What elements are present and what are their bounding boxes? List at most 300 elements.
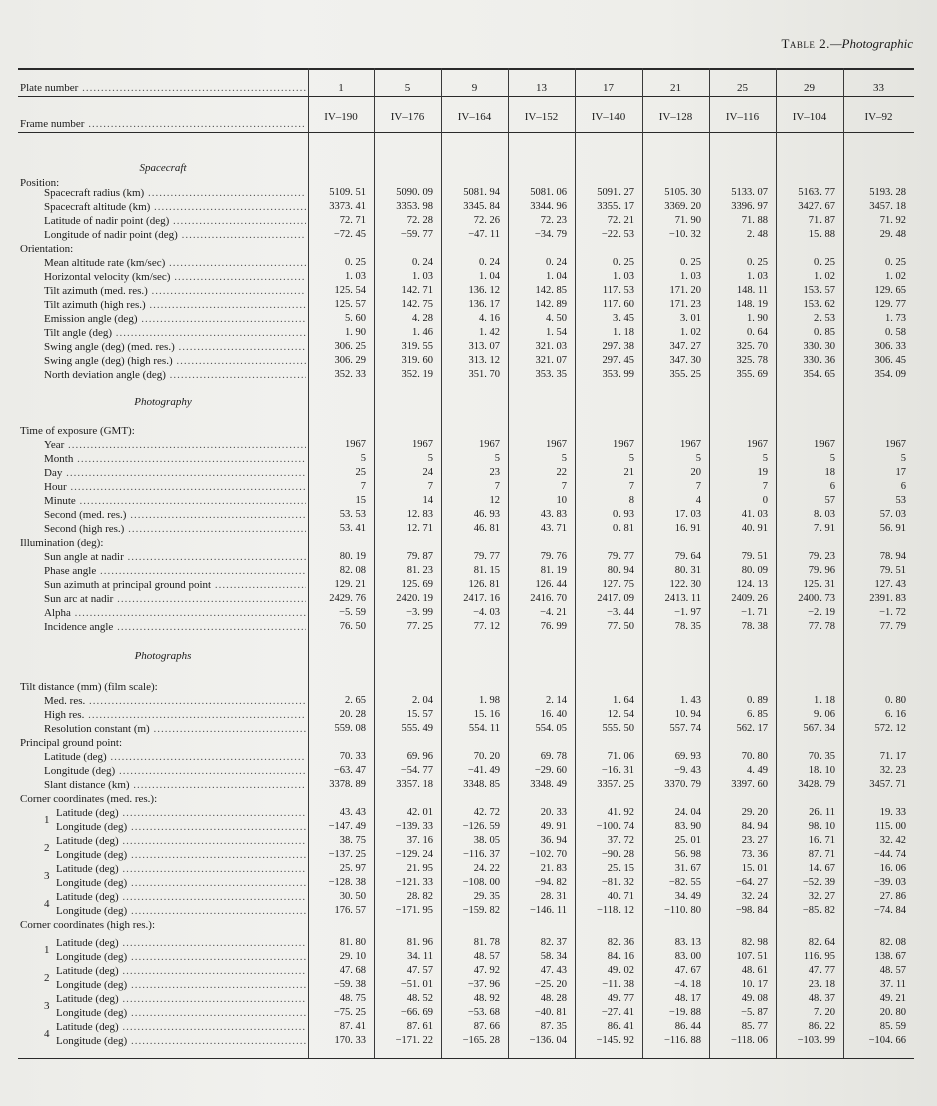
corner-index: 3 (44, 870, 50, 882)
table-cell: 0. 81 (613, 523, 634, 534)
table-cell: −51. 01 (400, 979, 433, 990)
table-cell: −118. 12 (596, 905, 634, 916)
table-cell: 3357. 18 (396, 779, 433, 790)
table-cell: 136. 17 (468, 299, 500, 310)
table-cell: 0. 93 (613, 509, 634, 520)
table-cell: 4. 49 (747, 765, 768, 776)
group-heading: Position: (20, 177, 60, 189)
table-cell: −3. 44 (607, 607, 634, 618)
table-cell: 78. 38 (741, 621, 768, 632)
table-cell: 0 (762, 495, 768, 506)
row-label: Sun angle at nadir ..... (44, 550, 306, 564)
table-cell: 355. 69 (736, 369, 768, 380)
table-cell: −139. 33 (395, 821, 433, 832)
table-cell: 24 (422, 467, 433, 478)
table-cell: 82. 64 (808, 937, 835, 948)
table-cell: −5. 59 (339, 607, 366, 618)
table-cell: 325. 78 (736, 355, 768, 366)
table-cell: −59. 38 (333, 979, 366, 990)
plate-number-cell: 13 (536, 82, 547, 94)
corner-index: 4 (44, 1028, 50, 1040)
table-cell: 125. 31 (803, 579, 835, 590)
row-label: Spacecraft altitude (km) ..... (44, 200, 306, 214)
corner-index: 1 (44, 814, 50, 826)
table-cell: 79. 96 (808, 565, 835, 576)
table-cell: 12. 54 (607, 709, 634, 720)
table-cell: 0. 25 (345, 257, 366, 268)
table-cell: 5081. 94 (463, 187, 500, 198)
table-cell: 1. 03 (747, 271, 768, 282)
table-cell: 42. 01 (406, 807, 433, 818)
table-cell: 142. 75 (401, 299, 433, 310)
row-label: Swing angle (deg) (high res.) ..... (44, 354, 306, 368)
table-cell: 37. 72 (607, 835, 634, 846)
table-cell: −52. 39 (802, 877, 835, 888)
plate-number-header: Plate number ..... (20, 81, 306, 95)
table-cell: 306. 45 (874, 355, 906, 366)
table-cell: 48. 52 (406, 993, 433, 1004)
table-cell: 2417. 09 (597, 593, 634, 604)
table-cell: 29. 20 (741, 807, 768, 818)
table-cell: 46. 93 (473, 509, 500, 520)
table-cell: 18. 10 (808, 765, 835, 776)
plate-number-cell: 21 (670, 82, 681, 94)
section-heading: Spacecraft (139, 162, 187, 174)
table-cell: 15. 88 (808, 229, 835, 240)
table-cell: −100. 74 (596, 821, 634, 832)
photographic-data-table (18, 62, 914, 1060)
table-cell: 7 (494, 481, 500, 492)
table-cell: 79. 77 (607, 551, 634, 562)
table-cell: 77. 50 (607, 621, 634, 632)
row-label: Sun arc at nadir ..... (44, 592, 306, 606)
table-cell: −4. 03 (473, 607, 500, 618)
frame-number-cell: IV–152 (524, 111, 559, 123)
table-cell: 77. 78 (808, 621, 835, 632)
table-cell: −53. 68 (467, 1007, 500, 1018)
table-caption-title: —Photographic (829, 36, 913, 51)
table-cell: 7 (762, 481, 768, 492)
table-cell: −1. 72 (879, 607, 906, 618)
table-cell: 56. 98 (674, 849, 701, 860)
table-cell: 79. 77 (473, 551, 500, 562)
row-label: Longitude (deg) ..... (56, 1034, 306, 1048)
table-cell: 82. 37 (540, 937, 567, 948)
table-cell: 127. 75 (602, 579, 634, 590)
table-cell: −39. 03 (873, 877, 906, 888)
table-cell: 23. 27 (741, 835, 768, 846)
table-cell: 6 (829, 481, 835, 492)
table-cell: −108. 00 (462, 877, 500, 888)
row-label: Longitude (deg) ..... (56, 820, 306, 834)
table-cell: −27. 41 (601, 1007, 634, 1018)
table-cell: 1967 (546, 439, 567, 450)
table-cell: 1. 02 (885, 271, 906, 282)
table-cell: −29. 60 (534, 765, 567, 776)
table-cell: 20 (690, 467, 701, 478)
table-cell: 7. 20 (814, 1007, 835, 1018)
table-cell: 4. 50 (546, 313, 567, 324)
table-cell: −104. 66 (868, 1035, 906, 1046)
row-label: Year ..... (44, 438, 306, 452)
table-cell: 12. 83 (406, 509, 433, 520)
row-label: Slant distance (km) ..... (44, 778, 306, 792)
plate-number-cell: 5 (404, 82, 411, 94)
table-cell: 49. 02 (607, 965, 634, 976)
table-cell: −25. 20 (534, 979, 567, 990)
table-cell: 57. 03 (879, 509, 906, 520)
table-cell: 71. 17 (879, 751, 906, 762)
table-cell: 129. 77 (874, 299, 906, 310)
section-heading: Photographs (134, 650, 192, 662)
row-label: Med. res. ..... (44, 694, 306, 708)
table-cell: −2. 19 (808, 607, 835, 618)
table-cell: 3378. 89 (329, 779, 366, 790)
table-cell: 176. 57 (334, 905, 366, 916)
table-cell: 5 (628, 453, 634, 464)
table-cell: −116. 88 (663, 1035, 701, 1046)
row-label: Second (med. res.) ..... (44, 508, 306, 522)
table-cell: 41. 92 (607, 807, 634, 818)
table-cell: 21. 95 (406, 863, 433, 874)
table-cell: 554. 05 (535, 723, 567, 734)
table-cell: −103. 99 (797, 1035, 835, 1046)
table-cell: 77. 25 (406, 621, 433, 632)
table-cell: 0. 24 (546, 257, 567, 268)
table-cell: 82. 08 (339, 565, 366, 576)
table-cell: 78. 94 (879, 551, 906, 562)
row-label: Incidence angle ..... (44, 620, 306, 634)
row-label: Resolution constant (m) ..... (44, 722, 306, 736)
table-cell: 6 (900, 481, 906, 492)
table-cell: −102. 70 (529, 849, 567, 860)
table-cell: 306. 25 (334, 341, 366, 352)
section-heading: Photography (134, 396, 192, 408)
table-cell: 32. 42 (879, 835, 906, 846)
row-label: Hour ..... (44, 480, 306, 494)
table-cell: −146. 11 (529, 905, 567, 916)
table-cell: 48. 57 (473, 951, 500, 962)
table-cell: 79. 64 (674, 551, 701, 562)
table-cell: 48. 75 (339, 993, 366, 1004)
table-cell: 80. 94 (607, 565, 634, 576)
row-label: Longitude (deg) ..... (56, 1006, 306, 1020)
row-label: Latitude (deg) ..... (56, 992, 306, 1006)
table-cell: 5 (695, 453, 701, 464)
group-heading: Time of exposure (GMT): (20, 425, 135, 437)
table-cell: −5. 87 (741, 1007, 768, 1018)
corner-index: 4 (44, 898, 50, 910)
table-cell: −159. 82 (462, 905, 500, 916)
table-cell: 2416. 70 (530, 593, 567, 604)
table-cell: −4. 21 (540, 607, 567, 618)
table-cell: −72. 45 (333, 229, 366, 240)
table-cell: 70. 80 (741, 751, 768, 762)
table-cell: 107. 51 (736, 951, 768, 962)
table-cell: 127. 43 (874, 579, 906, 590)
table-cell: 0. 80 (885, 695, 906, 706)
group-heading: Principal ground point: (20, 737, 123, 749)
table-cell: 319. 55 (401, 341, 433, 352)
table-cell: 572. 12 (874, 723, 906, 734)
table-cell: 2429. 76 (329, 593, 366, 604)
table-cell: 554. 11 (468, 723, 500, 734)
table-cell: 80. 31 (674, 565, 701, 576)
table-top-rule (18, 68, 914, 70)
table-cell: 43. 83 (540, 509, 567, 520)
table-cell: 117. 53 (602, 285, 634, 296)
row-label: Month ..... (44, 452, 306, 466)
table-cell: 1. 54 (546, 327, 567, 338)
plate-number-cell: 17 (603, 82, 614, 94)
table-cell: −54. 77 (400, 765, 433, 776)
row-label: Longitude (deg) ..... (44, 764, 306, 778)
table-cell: 15. 57 (406, 709, 433, 720)
table-cell: 20. 80 (879, 1007, 906, 1018)
table-cell: 1. 03 (680, 271, 701, 282)
table-cell: 125. 54 (334, 285, 366, 296)
table-cell: 16. 71 (808, 835, 835, 846)
frame-number-cell: IV–128 (658, 111, 693, 123)
table-cell: 78. 35 (674, 621, 701, 632)
table-cell: 79. 76 (540, 551, 567, 562)
table-cell: −145. 92 (596, 1035, 634, 1046)
table-cell: 2413. 11 (664, 593, 701, 604)
table-cell: 72. 71 (339, 215, 366, 226)
table-cell: 5105. 30 (664, 187, 701, 198)
table-cell: 48. 92 (473, 993, 500, 1004)
row-label: Longitude (deg) ..... (56, 950, 306, 964)
table-cell: 142. 85 (535, 285, 567, 296)
table-cell: 1. 18 (814, 695, 835, 706)
table-cell: 32. 23 (879, 765, 906, 776)
table-cell: 14. 67 (808, 863, 835, 874)
table-cell: 2417. 16 (463, 593, 500, 604)
table-cell: 1. 04 (479, 271, 500, 282)
table-cell: 1967 (814, 439, 835, 450)
table-cell: 2391. 83 (869, 593, 906, 604)
row-label: Longitude of nadir point (deg) ..... (44, 228, 306, 242)
table-cell: 126. 44 (535, 579, 567, 590)
table-cell: 559. 08 (334, 723, 366, 734)
table-cell: 10. 94 (674, 709, 701, 720)
row-label: Tilt azimuth (med. res.) ..... (44, 284, 306, 298)
table-cell: 138. 67 (874, 951, 906, 962)
table-cell: −66. 69 (400, 1007, 433, 1018)
table-cell: 6. 16 (885, 709, 906, 720)
table-cell: 5109. 51 (329, 187, 366, 198)
table-cell: 562. 17 (736, 723, 768, 734)
row-label: Latitude (deg) ..... (56, 1020, 306, 1034)
table-cell: −47. 11 (468, 229, 500, 240)
table-cell: −137. 25 (328, 849, 366, 860)
table-cell: 5091. 27 (597, 187, 634, 198)
table-cell: 148. 11 (736, 285, 768, 296)
plate-number-cell: 1 (338, 82, 344, 94)
table-cell: 1967 (885, 439, 906, 450)
table-cell: 3396. 97 (731, 201, 768, 212)
table-cell: 70. 20 (473, 751, 500, 762)
table-cell: 5193. 28 (869, 187, 906, 198)
table-cell: 37. 11 (880, 979, 906, 990)
table-cell: 31. 67 (674, 863, 701, 874)
table-cell: −90. 28 (601, 849, 634, 860)
table-cell: 32. 24 (741, 891, 768, 902)
table-cell: 0. 85 (814, 327, 835, 338)
table-cell: 7 (628, 481, 634, 492)
table-cell: 69. 93 (674, 751, 701, 762)
table-cell: 153. 57 (803, 285, 835, 296)
row-label: Phase angle ..... (44, 564, 306, 578)
table-cell: 24. 22 (473, 863, 500, 874)
table-cell: 9. 06 (814, 709, 835, 720)
table-cell: −82. 55 (668, 877, 701, 888)
group-heading: Corner coordinates (med. res.): (20, 793, 158, 805)
table-cell: −74. 84 (873, 905, 906, 916)
table-cell: 1967 (479, 439, 500, 450)
table-cell: 87. 61 (406, 1021, 433, 1032)
table-cell: 82. 36 (607, 937, 634, 948)
table-cell: 1. 43 (680, 695, 701, 706)
table-cell: −44. 74 (873, 849, 906, 860)
table-cell: 83. 90 (674, 821, 701, 832)
table-cell: 49. 77 (607, 993, 634, 1004)
table-cell: 353. 35 (535, 369, 567, 380)
row-label: Latitude (deg) ..... (56, 806, 306, 820)
table-cell: 46. 81 (473, 523, 500, 534)
table-cell: 19. 33 (879, 807, 906, 818)
table-cell: 353. 99 (602, 369, 634, 380)
table-cell: 17 (895, 467, 906, 478)
table-cell: 136. 12 (468, 285, 500, 296)
table-cell: 0. 25 (814, 257, 835, 268)
table-cell: 170. 33 (334, 1035, 366, 1046)
plate-number-cell: 9 (471, 82, 478, 94)
row-label: Latitude (deg) ..... (56, 862, 306, 876)
table-cell: 12. 71 (406, 523, 433, 534)
table-cell: 25 (355, 467, 366, 478)
table-cell: 1. 03 (412, 271, 433, 282)
table-cell: 83. 00 (674, 951, 701, 962)
corner-index: 2 (44, 842, 50, 854)
row-label: Spacecraft radius (km) ..... (44, 186, 306, 200)
table-cell: 25. 01 (674, 835, 701, 846)
table-cell: 71. 92 (879, 215, 906, 226)
table-cell: 81. 96 (406, 937, 433, 948)
table-cell: 41. 03 (741, 509, 768, 520)
corner-index: 1 (44, 944, 50, 956)
row-label: Latitude (deg) ..... (56, 936, 306, 950)
corner-index: 2 (44, 972, 50, 984)
table-cell: 313. 07 (468, 341, 500, 352)
table-cell: 355. 25 (669, 369, 701, 380)
table-cell: −4. 18 (674, 979, 701, 990)
table-cell: −19. 88 (668, 1007, 701, 1018)
table-cell: 557. 74 (669, 723, 701, 734)
table-cell: 36. 94 (540, 835, 567, 846)
table-cell: −116. 37 (462, 849, 500, 860)
table-cell: 5 (360, 453, 366, 464)
table-cell: 1. 64 (613, 695, 634, 706)
table-cell: 122. 30 (669, 579, 701, 590)
table-cell: 0. 25 (680, 257, 701, 268)
table-cell: 3427. 67 (798, 201, 835, 212)
table-cell: 297. 38 (602, 341, 634, 352)
table-cell: −40. 81 (534, 1007, 567, 1018)
table-cell: 72. 21 (607, 215, 634, 226)
table-cell: 1967 (680, 439, 701, 450)
table-cell: 352. 19 (401, 369, 433, 380)
row-label: Emission angle (deg) ..... (44, 312, 306, 326)
table-cell: 1. 03 (613, 271, 634, 282)
table-cell: 71. 87 (808, 215, 835, 226)
table-cell: 73. 36 (741, 849, 768, 860)
header-divider-rule (18, 96, 914, 97)
table-cell: 3353. 98 (396, 201, 433, 212)
row-label: Swing angle (deg) (med. res.) ..... (44, 340, 306, 354)
table-cell: 37. 16 (406, 835, 433, 846)
table-cell: 5 (762, 453, 768, 464)
table-cell: 3348. 85 (463, 779, 500, 790)
table-cell: 1967 (412, 439, 433, 450)
table-cell: 87. 35 (540, 1021, 567, 1032)
table-cell: 4. 28 (412, 313, 433, 324)
row-label: Alpha ..... (44, 606, 306, 620)
table-cell: 48. 61 (741, 965, 768, 976)
table-cell: 14 (422, 495, 433, 506)
table-cell: 23 (489, 467, 500, 478)
table-cell: 80. 19 (339, 551, 366, 562)
table-caption-label: Table 2. (781, 36, 830, 51)
plate-number-cell: 25 (737, 82, 748, 94)
table-cell: 47. 57 (406, 965, 433, 976)
table-cell: 555. 50 (602, 723, 634, 734)
table-cell: 1. 03 (345, 271, 366, 282)
table-cell: 49. 21 (879, 993, 906, 1004)
table-cell: 5 (561, 453, 567, 464)
table-cell: 42. 72 (473, 807, 500, 818)
frame-number-cell: IV–140 (591, 111, 626, 123)
table-cell: 58. 34 (540, 951, 567, 962)
table-cell: 70. 33 (339, 751, 366, 762)
table-cell: 567. 34 (803, 723, 835, 734)
table-cell: 72. 28 (406, 215, 433, 226)
row-label: Longitude (deg) ..... (56, 876, 306, 890)
table-cell: −37. 96 (467, 979, 500, 990)
table-cell: −34. 79 (534, 229, 567, 240)
table-cell: 0. 24 (412, 257, 433, 268)
table-cell: −147. 49 (328, 821, 366, 832)
table-cell: 81. 15 (473, 565, 500, 576)
plate-number-cell: 33 (873, 82, 884, 94)
table-cell: 117. 60 (602, 299, 634, 310)
table-cell: 87. 66 (473, 1021, 500, 1032)
table-cell: 126. 81 (468, 579, 500, 590)
table-cell: 79. 51 (879, 565, 906, 576)
frame-number-cell: IV–104 (792, 111, 827, 123)
table-cell: 43. 71 (540, 523, 567, 534)
table-cell: 72. 26 (473, 215, 500, 226)
table-cell: −128. 38 (328, 877, 366, 888)
table-cell: 79. 23 (808, 551, 835, 562)
table-cell: 29. 10 (339, 951, 366, 962)
table-cell: 3397. 60 (731, 779, 768, 790)
row-label: Horizontal velocity (km/sec) ..... (44, 270, 306, 284)
table-cell: −3. 99 (406, 607, 433, 618)
table-cell: 3344. 96 (530, 201, 567, 212)
row-label: Tilt azimuth (high res.) ..... (44, 298, 306, 312)
table-cell: 48. 17 (674, 993, 701, 1004)
